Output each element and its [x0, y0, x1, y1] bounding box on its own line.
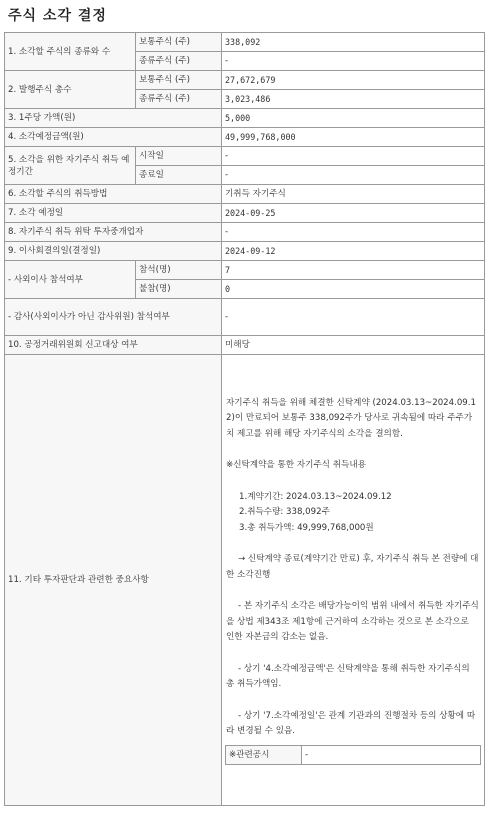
end-date-label: 종료일: [136, 166, 222, 185]
broker-label: 8. 자기주식 취득 위탁 투자중개업자: [5, 223, 222, 242]
present-value: 7: [222, 261, 485, 280]
absent-value: 0: [222, 280, 485, 299]
start-date-label: 시작일: [136, 147, 222, 166]
related-disclosure-value: -: [302, 745, 481, 764]
retire-amount-value: 49,999,768,000: [222, 128, 485, 147]
start-date-value: -: [222, 147, 485, 166]
related-disclosure-label: ※관련공시: [226, 745, 302, 764]
present-label: 참석(명): [136, 261, 222, 280]
table-row: [5, 242, 485, 261]
par-value-value: 5,000: [222, 109, 485, 128]
table-row: [5, 71, 485, 90]
issued-common-label: 보통주식 (주): [136, 71, 222, 90]
retire-date-value: 2024-09-25: [222, 204, 485, 223]
paragraph-amount-note: - 상기 '4.소각예정금액'은 신탁계약을 통해 취득한 자기주식의 총 취득가액임.: [226, 663, 473, 689]
paragraph-acquisition-heading: ※신탁계약을 통한 자기주식 취득내용: [226, 460, 366, 470]
retire-date-label: 7. 소각 예정일: [5, 204, 222, 223]
table-row: [5, 336, 485, 355]
list-item: 3.총 취득가액: 49,999,768,000원: [239, 522, 374, 533]
table-row: [5, 204, 485, 223]
table-row: [5, 355, 485, 806]
common-shares-label: 보통주식 (주): [136, 33, 222, 52]
retire-amount-label: 4. 소각예정금액(원): [5, 128, 222, 147]
end-date-value: -: [222, 166, 485, 185]
table-row: [5, 185, 485, 204]
list-item: 2.취득수량: 338,092주: [239, 507, 330, 517]
table-row: [5, 109, 485, 128]
issued-other-label: 종류주식 (주): [136, 90, 222, 109]
other-matters-content: [222, 355, 485, 806]
issued-shares-label: 2. 발행주식 총수: [5, 71, 136, 109]
paragraph-capital-note: - 본 자기주식 소각은 배당가능이익 범위 내에서 취득한 자기주식을 상법 제343조 제1항에 근거하여 소각하는 것으로 본 소각으로 인한 자본금의 감소는 없음.: [226, 601, 479, 642]
ftc-report-label: 10. 공정거래위원회 신고대상 여부: [5, 336, 222, 355]
common-shares-value: 338,092: [222, 33, 485, 52]
other-shares-value: -: [222, 52, 485, 71]
page-title: 주식 소각 결정: [8, 8, 107, 24]
paragraph-retirement-progress: → 신탁계약 종료(계약기간 만료) 후, 자기주식 취득 본 전량에 대한 소각진행: [226, 554, 479, 580]
table-row: [5, 147, 485, 166]
acquisition-method-label: 6. 소각할 주식의 취득방법: [5, 185, 222, 204]
disclosure-table: [4, 32, 485, 806]
shares-to-retire-label: 1. 소각할 주식의 종류와 수: [5, 33, 136, 71]
table-row: [5, 299, 485, 336]
table-row: [5, 33, 485, 52]
par-value-label: 3. 1주당 가액(원): [5, 109, 222, 128]
board-resolution-value: 2024-09-12: [222, 242, 485, 261]
table-row: [5, 261, 485, 280]
table-row: [5, 128, 485, 147]
outside-director-label: - 사외이사 참석여부: [5, 261, 136, 299]
issued-common-value: 27,672,679: [222, 71, 485, 90]
ftc-report-value: 미해당: [222, 336, 485, 355]
table-row: [226, 745, 481, 764]
related-disclosure-table: [225, 745, 481, 765]
issued-other-value: 3,023,486: [222, 90, 485, 109]
other-shares-label: 종류주식 (주): [136, 52, 222, 71]
absent-label: 불참(명): [136, 280, 222, 299]
acquisition-method-value: 기취득 자기주식: [222, 185, 485, 204]
paragraph-trust-contract: 자기주식 취득을 위해 체결한 신탁계약 (2024.03.13~2024.09.12)이 만료되어 보통주 338,092주가 당사로 귀속됨에 따라 주주가치 제고를 위해 해당 자기주식의 소각을 결의함.: [226, 397, 476, 439]
auditor-attendance-value: -: [222, 299, 485, 336]
broker-value: -: [222, 223, 485, 242]
paragraph-date-note: - 상기 '7.소각예정일'은 관계 기관과의 진행절차 등의 상황에 따라 변경될 수 있음.: [226, 710, 476, 736]
other-matters-label: 11. 기타 투자판단과 관련한 중요사항: [5, 355, 222, 806]
board-resolution-label: 9. 이사회결의일(결정일): [5, 242, 222, 261]
table-row: [5, 223, 485, 242]
auditor-attendance-label: - 감사(사외이사가 아닌 감사위원) 참석여부: [5, 299, 222, 336]
list-item: 1.계약기간: 2024.03.13~2024.09.12: [239, 491, 392, 502]
acquisition-period-label: 5. 소각을 위한 자기주식 취득 예정기간: [5, 147, 136, 185]
